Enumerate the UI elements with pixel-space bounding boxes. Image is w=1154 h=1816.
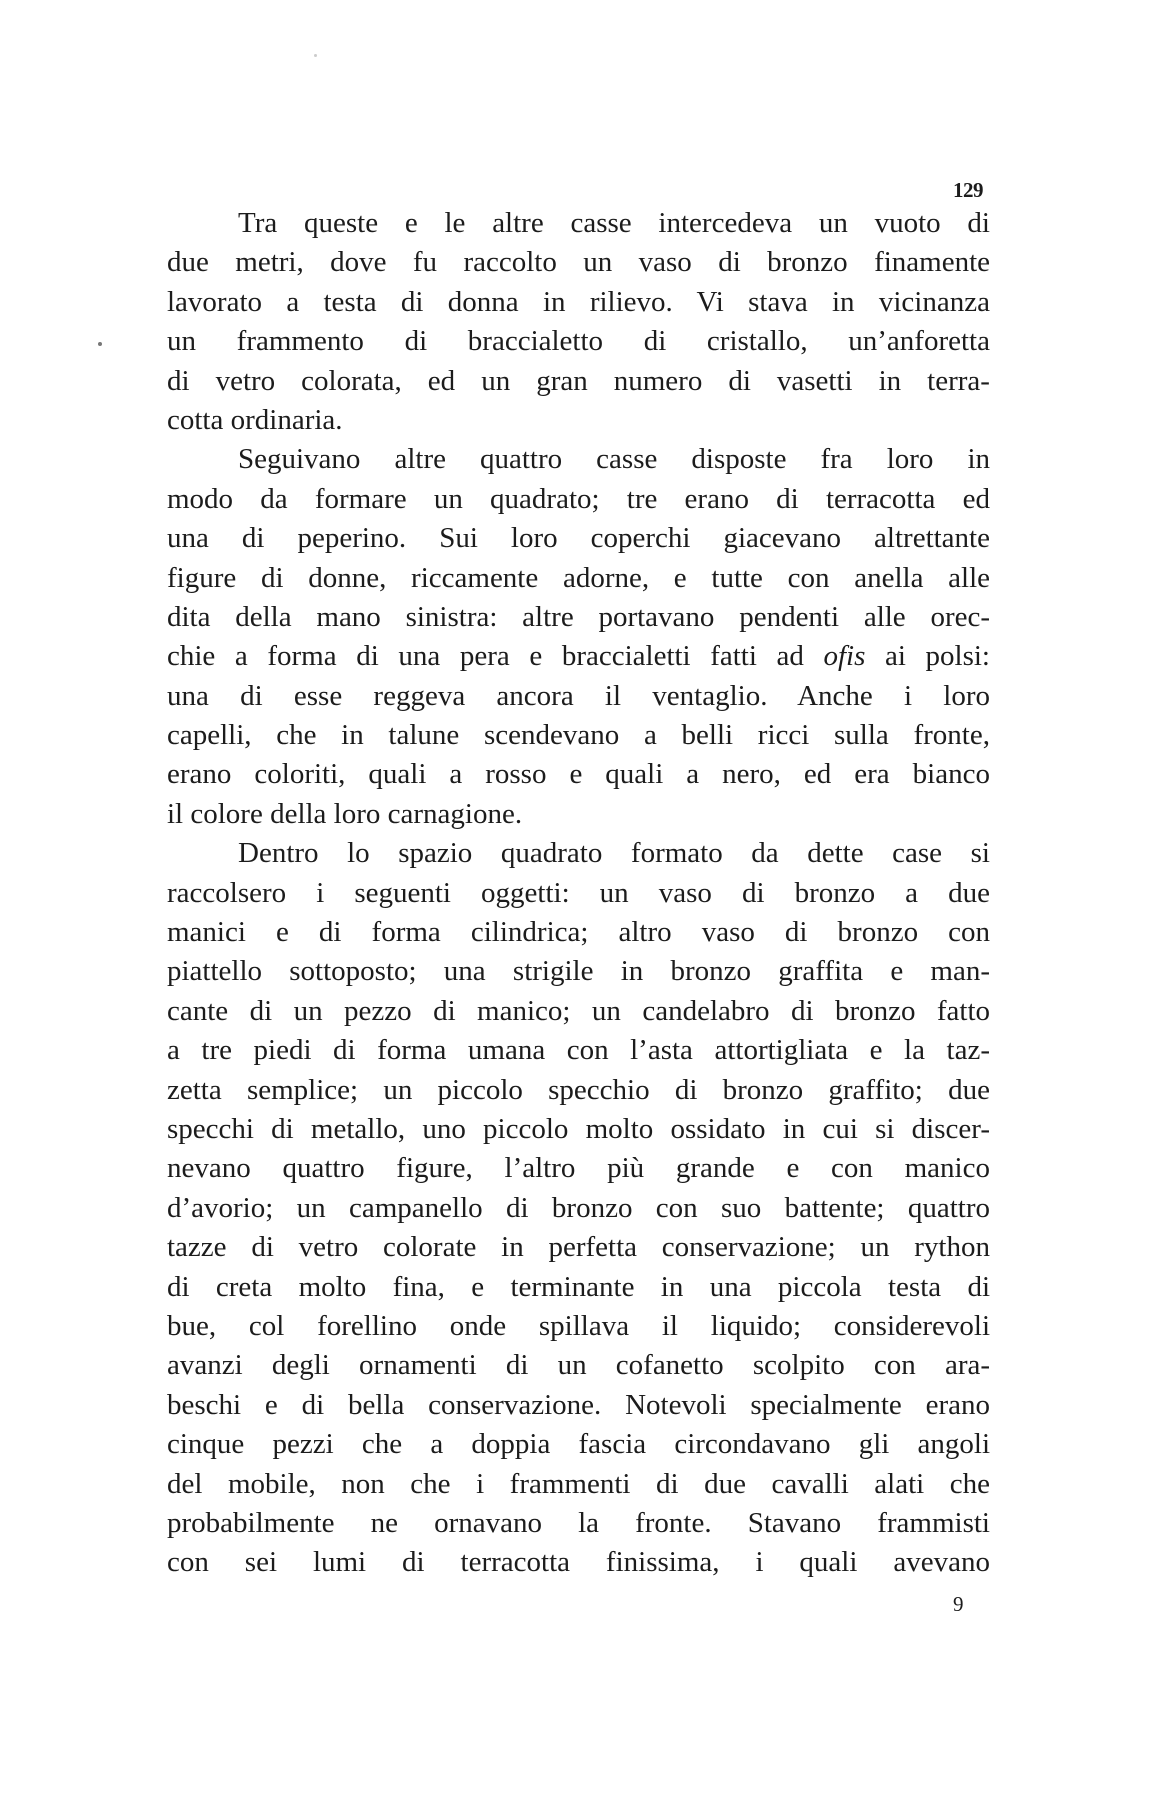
text-line: erano coloriti, quali a rosso e quali a nero, ed era bianco [167, 758, 990, 791]
text-line: due metri, dove fu raccolto un vaso di bronzo finamente [167, 246, 991, 279]
text-line: nevano quattro figure, l’altro più grande e con manico [167, 1152, 990, 1185]
text-line: il colore della loro carnagione. [167, 797, 523, 830]
italic-word: ofis [823, 640, 866, 673]
text-line: d’avorio; un campanello di bronzo con suo battente; quattro [167, 1191, 990, 1224]
body-text [167, 204, 990, 1583]
text-line: modo da formare un quadrato; tre erano di terracotta ed [167, 482, 990, 515]
text-line: una di peperino. Sui loro coperchi giacevano altrettante [167, 522, 990, 555]
text-line: Seguivano altre quattro casse disposte fra loro in [238, 443, 990, 476]
text-line: del mobile, non che i frammenti di due cavalli alati che [167, 1467, 990, 1500]
scan-speck [98, 342, 102, 346]
text-line: Tra queste e le altre casse intercedeva un vuoto di [238, 207, 990, 239]
text-line: avanzi degli ornamenti di un cofanetto scolpito con ara- [167, 1349, 991, 1382]
scan-speck [314, 54, 317, 57]
text-line: di creta molto fina, e terminante in una piccola testa di [167, 1270, 991, 1303]
text-line: cante di un pezzo di manico; un candelabro di bronzo fatto [167, 994, 991, 1027]
text-line: figure di donne, riccamente adorne, e tutte con anella alle [167, 561, 991, 594]
text-line: specchi di metallo, uno piccolo molto ossidato in cui si discer- [167, 1112, 990, 1145]
page-number: 129 [953, 178, 983, 202]
text-line: cotta ordinaria. [167, 403, 343, 436]
text-line: probabilmente ne ornavano la fronte. Stavano frammisti [167, 1506, 990, 1539]
text-line-with-italic [167, 637, 990, 676]
paragraph [167, 834, 990, 1582]
text-line: con sei lumi di terracotta finissima, i quali avevano [167, 1546, 990, 1579]
text-line: un frammento di braccialetto di cristallo, un’anforetta [167, 325, 990, 358]
text-line: Dentro lo spazio quadrato formato da dette case si [238, 837, 990, 870]
text-line: a tre piedi di forma umana con l’asta attortigliata e la taz- [167, 1034, 990, 1067]
text-line: dita della mano sinistra: altre portavano pendenti alle orec- [167, 600, 991, 633]
text-line: capelli, che in talune scendevano a belli ricci sulla fronte, [167, 719, 990, 752]
text-line: una di esse reggeva ancora il ventaglio. Anche i loro [167, 679, 990, 712]
text-line: raccolsero i seguenti oggetti: un vaso di bronzo a due [167, 876, 990, 909]
text-segment: ai polsi: [865, 640, 990, 673]
text-line: zetta semplice; un piccolo specchio di bronzo graffito; due [167, 1073, 990, 1106]
text-line: manici e di forma cilindrica; altro vaso di bronzo con [167, 916, 991, 949]
text-line: cinque pezzi che a doppia fascia circondavano gli angoli [167, 1428, 991, 1461]
text-line: tazze di vetro colorate in perfetta conservazione; un rython [167, 1231, 990, 1264]
text-line: beschi e di bella conservazione. Notevoli specialmente erano [167, 1388, 990, 1421]
text-line: lavorato a testa di donna in rilievo. Vi stava in vicinanza [167, 285, 990, 318]
signature-mark: 9 [953, 1592, 964, 1616]
paragraph [167, 440, 990, 834]
text-line: bue, col forellino onde spillava il liquido; considerevoli [167, 1309, 991, 1342]
paragraph [167, 204, 990, 440]
text-line: piattello sottoposto; una strigile in bronzo graffita e man- [167, 955, 991, 988]
text-line: di vetro colorata, ed un gran numero di vasetti in terra- [167, 364, 990, 397]
text-segment: chie a forma di una pera e braccialetti fatti ad [167, 640, 824, 673]
